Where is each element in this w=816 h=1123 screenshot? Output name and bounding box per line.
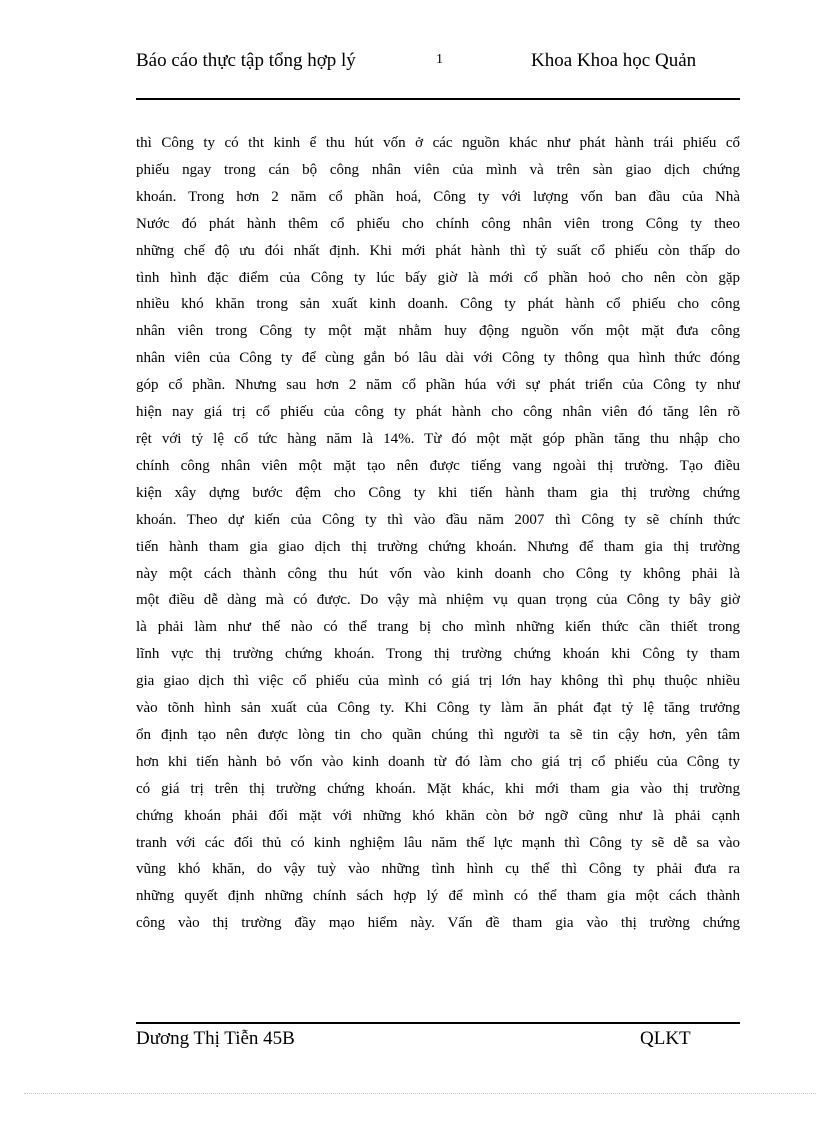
body-line: lĩnh vực thị trường chứng khoán. Trong thị trường chứng khoán khi Công ty tham	[136, 646, 740, 663]
body-line: hơn khi tiến hành bỏ vốn vào kinh doanh từ đó làm cho giá trị cổ phiếu của Công ty	[136, 753, 740, 770]
header-report-title: Báo cáo thực tập tổng hợp lý	[136, 50, 356, 71]
body-line: thì Công ty có tht kinh ể thu hút vốn ở các nguồn khác như phát hành trái phiếu cổ	[136, 135, 740, 151]
body-line: một điều dễ dàng mà có được. Do vậy mà nhiệm vụ quan trọng của Công ty bây giờ	[136, 592, 740, 609]
body-line: khoán. Theo dự kiến của Công ty thì vào đầu năm 2007 thì Công ty sẽ chính thức	[136, 511, 740, 528]
body-line: tranh với các đối thủ có kinh nghiệm lâu năm thế lực mạnh thì Công ty sẽ dễ sa vào	[136, 834, 740, 851]
footer-divider	[136, 1022, 740, 1024]
body-line: rệt với tỷ lệ cổ tức hàng năm là 14%. Từ đó một mặt góp phần tăng thu nhập cho	[136, 430, 740, 447]
body-line: vào tõnh hình sản xuất của Công ty. Khi Công ty làm ăn phát đạt tỷ lệ tăng trưởng	[136, 700, 740, 717]
body-line: gia giao dịch thì việc cổ phiếu của mình có giá trị lớn hay không thì phụ thuộc nhiều	[136, 673, 740, 690]
header-faculty-name: Khoa Khoa học Quản	[531, 50, 697, 71]
body-line: Nước đó phát hành thêm cổ phiếu cho chính công nhân viên trong Công ty theo	[136, 215, 740, 232]
body-line: ổn định tạo nên được lòng tin cho quần chúng thì người ta sẽ tin cậy hơn, yên tâm	[136, 726, 740, 743]
body-line: tiến hành tham gia giao dịch thị trường chứng khoán. Nhưng để tham gia thị trường	[136, 538, 740, 555]
body-line: vũng khó khăn, do vậy tuỳ vào những tình hình cụ thể thì Công ty phải đưa ra	[136, 861, 740, 878]
page-edge-line	[24, 1093, 816, 1094]
body-line: những chế độ ưu đói nhất định. Khi mới phát hành thì tỷ suất cổ phiếu còn thấp do	[136, 242, 740, 259]
page-number: 1	[436, 52, 443, 67]
footer-class: QLKT	[640, 1028, 691, 1049]
body-line: nhiều khó khăn trong sản xuất kinh doanh. Công ty phát hành cổ phiếu cho công	[136, 296, 740, 313]
body-line: góp cổ phần. Nhưng sau hơn 2 năm cổ phần húa với sự phát triển của Công ty như	[136, 377, 740, 394]
body-line: này một cách thành công thu hút vốn vào kinh doanh cho Công ty không phải là	[136, 565, 740, 582]
body-line: những quyết định những chính sách hợp lý để mình có thể tham gia một cách thành	[136, 888, 740, 905]
body-line: nhân viên của Công ty để cùng gắn bó lâu dài với Công ty thông qua hình thức đóng	[136, 350, 740, 367]
body-paragraph	[136, 130, 740, 937]
body-line: có giá trị trên thị trường chứng khoán. Mặt khác, khi mới tham gia vào thị trường	[136, 780, 740, 797]
body-line: phiếu ngay trong cán bộ công nhân viên của mình và trên sàn giao dịch chứng	[136, 161, 740, 178]
body-line: tình hình đặc điểm của Công ty lúc bấy giờ là mới cổ phần hoỏ cho nên còn gặp	[136, 269, 740, 286]
body-line: khoán. Trong hơn 2 năm cổ phần hoá, Công ty với lượng vốn ban đầu của Nhà	[136, 188, 740, 205]
body-line: hiện nay giá trị cổ phiếu của công ty phát hành cho công nhân viên đó tăng lên rõ	[136, 404, 740, 421]
footer-author: Dương Thị Tiễn 45B	[136, 1028, 295, 1049]
body-line: chứng khoán phải đối mặt với những khó khăn còn bở ngỡ cũng như là phải cạnh	[136, 807, 740, 824]
body-line: nhân viên trong Công ty một mặt nhằm huy động nguồn vốn một mặt đưa công	[136, 323, 740, 340]
body-line: công vào thị trường đầy mạo hiểm này. Vấn đề tham gia vào thị trường chứng	[136, 915, 740, 932]
body-line: là phải làm như thế nào có thể trang bị cho mình những kiến thức cần thiết trong	[136, 619, 740, 636]
body-line: kiện xây dựng bước đệm cho Công ty khi tiến hành tham gia thị trường chứng	[136, 484, 740, 501]
header-divider	[136, 98, 740, 100]
body-line: chính công nhân viên một mặt tạo nên được tiếng vang ngoài thị trường. Tạo điều	[136, 457, 740, 474]
